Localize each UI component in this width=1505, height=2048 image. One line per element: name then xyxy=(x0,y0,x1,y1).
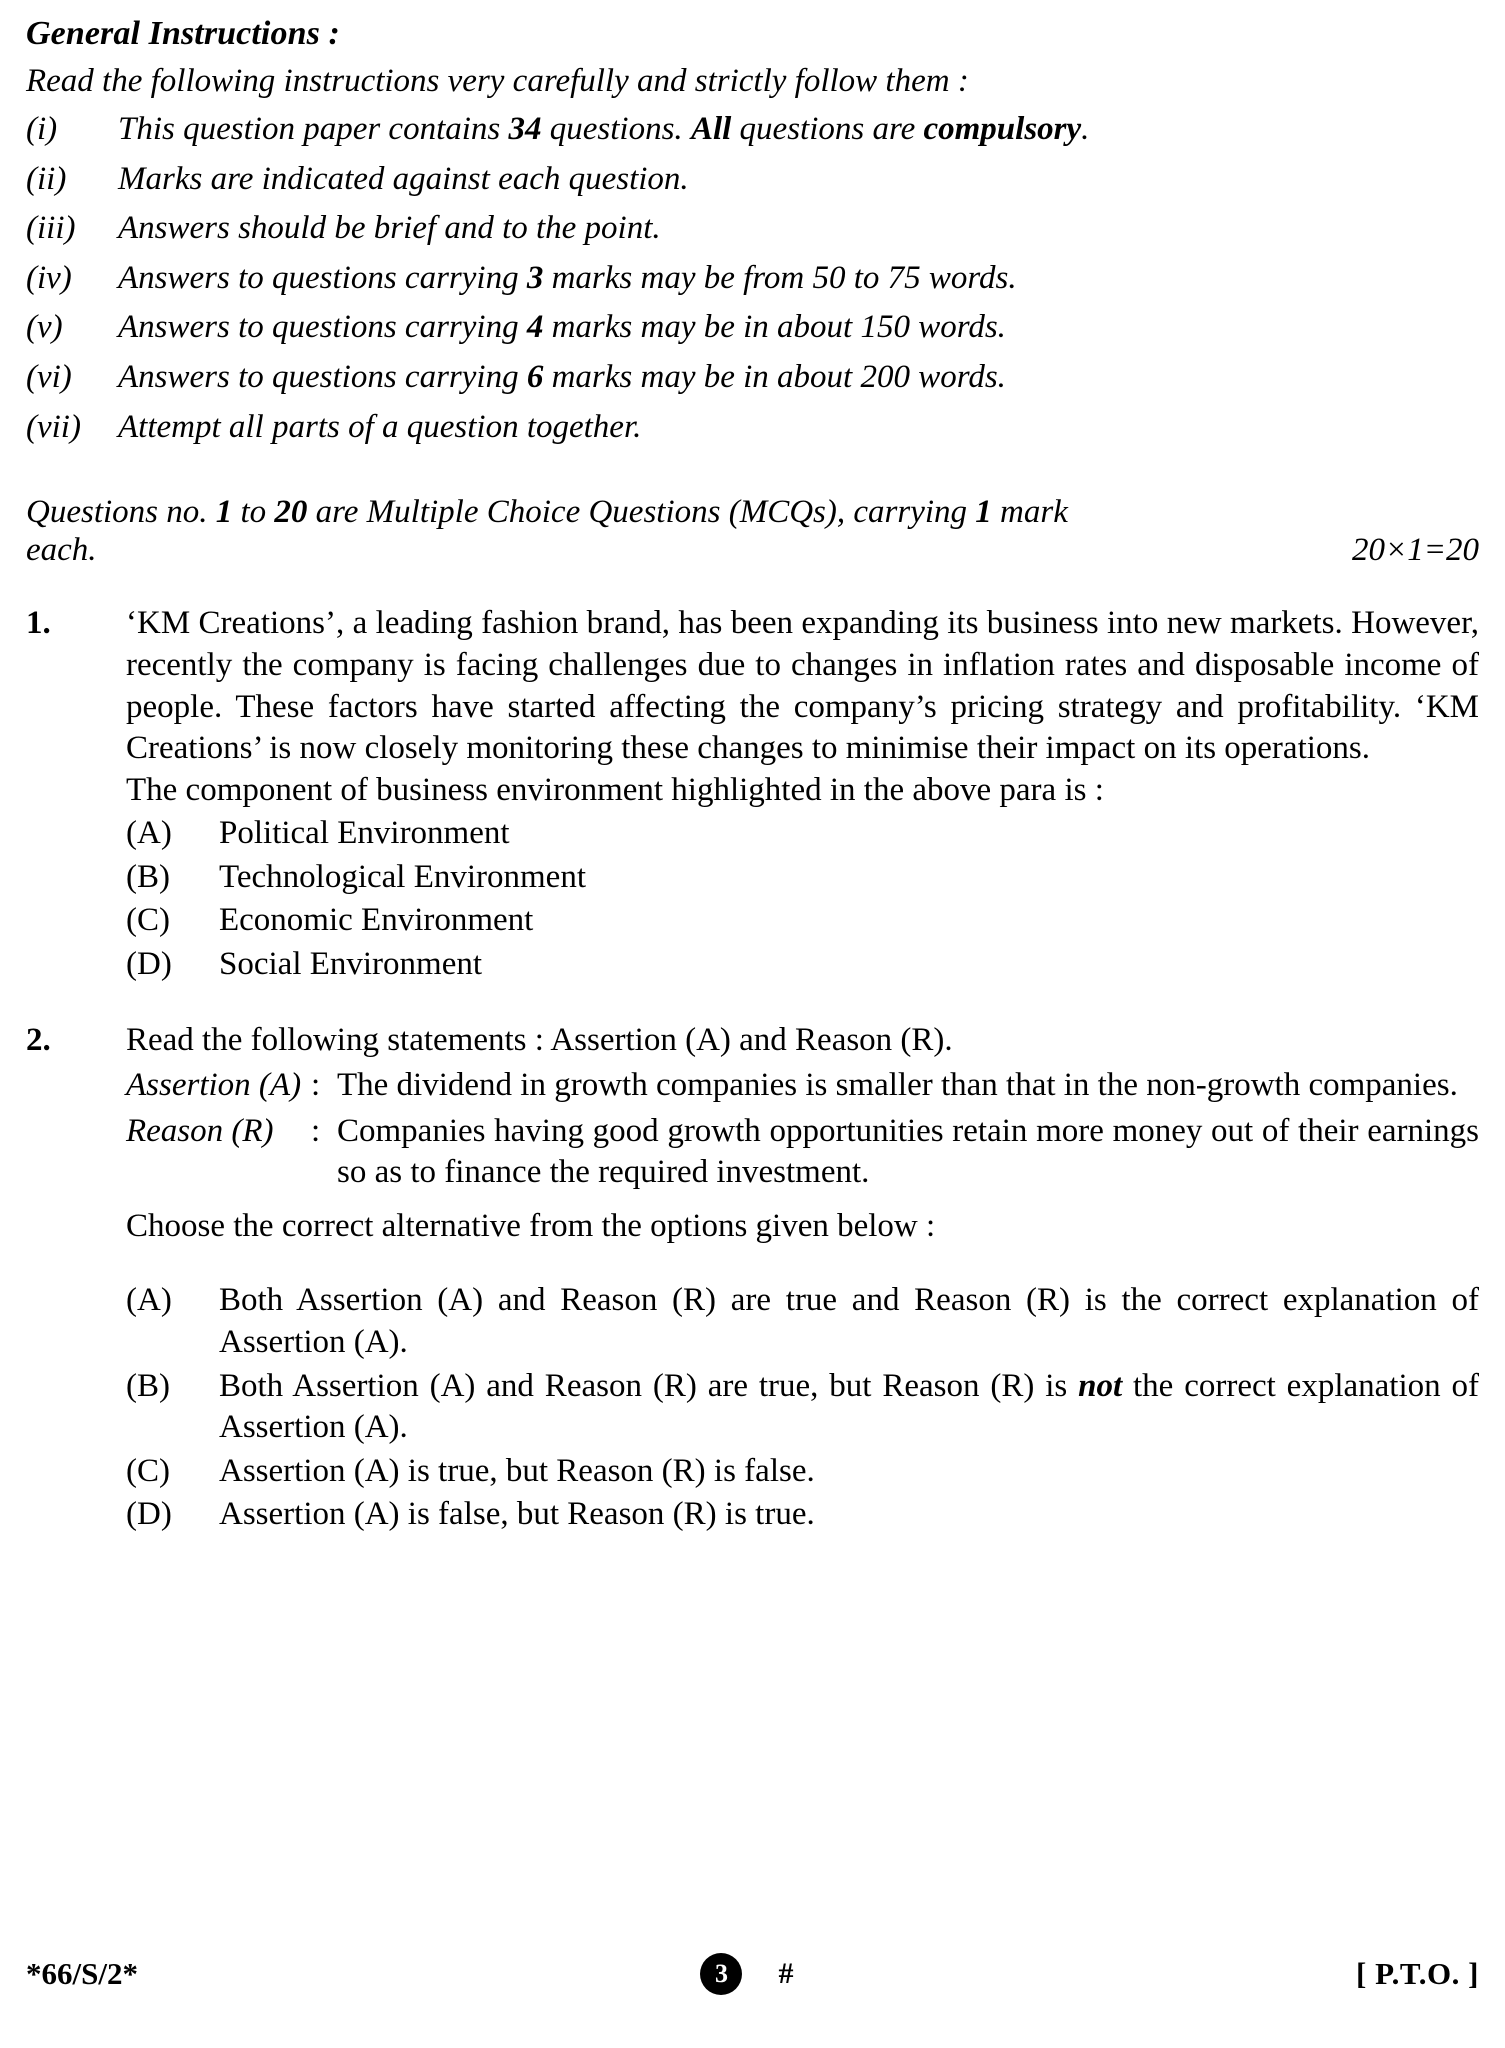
option-b[interactable] xyxy=(126,1366,1479,1449)
general-instructions-heading: General Instructions : xyxy=(26,15,340,52)
choose-alternative-instruction: Choose the correct alternative from the options given below : xyxy=(126,1207,936,1244)
instruction-text: This question paper contains 34 questions. All questions are compulsory. xyxy=(118,111,1090,148)
instruction-number: (i) xyxy=(26,111,58,148)
option-key: (A) xyxy=(126,1282,172,1319)
instruction-item xyxy=(26,159,1505,201)
option-d[interactable] xyxy=(126,944,1479,986)
instruction-list xyxy=(0,109,1505,448)
option-label: Both Assertion (A) and Reason (R) are true, but Reason (R) is not the correct explanation of Assertion (A). xyxy=(219,1367,1479,1446)
option-key: (B) xyxy=(126,858,170,895)
instruction-text: Attempt all parts of a question together. xyxy=(118,408,642,445)
instruction-item xyxy=(26,208,1505,250)
question-2 xyxy=(26,1020,1479,1536)
assertion-label: Assertion (A) xyxy=(126,1067,302,1104)
question-1 xyxy=(26,603,1479,985)
option-key: (D) xyxy=(126,1496,172,1533)
option-key: (D) xyxy=(126,945,172,982)
hash-icon: # xyxy=(778,1957,794,1990)
option-key: (C) xyxy=(126,902,170,939)
instruction-text: Answers to questions carrying 4 marks may be in about 150 words. xyxy=(118,309,1006,346)
question-stem: Read the following statements : Assertion (A) and Reason (R). xyxy=(126,1021,953,1058)
reason-row xyxy=(126,1111,1479,1194)
option-label: Social Environment xyxy=(219,945,483,982)
instruction-item xyxy=(26,357,1505,399)
instruction-number: (iii) xyxy=(26,210,76,247)
option-c[interactable] xyxy=(126,1451,1479,1493)
reason-colon: : xyxy=(311,1112,321,1149)
assertion-row xyxy=(126,1065,1479,1107)
question-body xyxy=(126,603,1479,985)
option-key: (C) xyxy=(126,1452,170,1489)
pto-marker: [ P.T.O. ] xyxy=(1356,1956,1479,1991)
instruction-number: (iv) xyxy=(26,259,72,296)
instruction-number: (vi) xyxy=(26,358,72,395)
instruction-item xyxy=(26,407,1505,449)
option-label: Assertion (A) is true, but Reason (R) is false. xyxy=(219,1452,815,1489)
page-footer xyxy=(0,1946,1505,2002)
option-key: (A) xyxy=(126,815,172,852)
question-paragraph: ‘KM Creations’, a leading fashion brand, has been expanding its business into new markets. However, recently the company is facing challenges due to changes in inflation rates and disposable income of people. These factors have started affecting the company’s pricing strategy and profitability. ‘KM Creations’ is now closely monitoring these changes to minimise their impact on its operations. xyxy=(126,605,1479,767)
option-a[interactable] xyxy=(126,813,1479,855)
paper-code: *66/S/2* xyxy=(26,1956,138,1991)
option-label: Economic Environment xyxy=(219,902,534,939)
question-number: 1. xyxy=(26,605,51,642)
option-d[interactable] xyxy=(126,1494,1479,1536)
page-number-badge: 3 xyxy=(700,1953,742,1995)
general-instructions-section xyxy=(0,14,1505,448)
mcq-note-secondline xyxy=(26,532,1479,569)
option-label: Assertion (A) is false, but Reason (R) is true. xyxy=(219,1496,815,1533)
instruction-number: (vii) xyxy=(26,408,81,445)
exam-page xyxy=(0,14,1505,2048)
mcq-section-note xyxy=(26,492,1479,532)
reason-label: Reason (R) xyxy=(126,1112,274,1149)
option-label: Both Assertion (A) and Reason (R) are true and Reason (R) is the correct explanation of Assertion (A). xyxy=(219,1282,1479,1361)
instruction-number: (ii) xyxy=(26,160,67,197)
question-prompt: The component of business environment highlighted in the above para is : xyxy=(126,771,1104,808)
mcq-marks-allocation: 20×1=20 xyxy=(1351,532,1479,569)
footer-center-group xyxy=(138,1953,1356,1995)
instruction-text: Answers should be brief and to the point. xyxy=(118,210,661,247)
option-label: Political Environment xyxy=(219,815,510,852)
option-list xyxy=(126,1280,1479,1535)
instruction-text: Answers to questions carrying 6 marks may be in about 200 words. xyxy=(118,358,1006,395)
question-number: 2. xyxy=(26,1021,51,1058)
option-label: Technological Environment xyxy=(219,858,586,895)
instruction-item xyxy=(26,109,1505,151)
option-key: (B) xyxy=(126,1367,170,1404)
assertion-text: The dividend in growth companies is smaller than that in the non-growth companies. xyxy=(337,1067,1458,1104)
mcq-note-line: Questions no. 1 to 20 are Multiple Choice Questions (MCQs), carrying 1 mark xyxy=(26,494,1068,531)
option-list xyxy=(126,813,1479,985)
option-c[interactable] xyxy=(126,900,1479,942)
option-a[interactable] xyxy=(126,1280,1479,1363)
instruction-item xyxy=(26,258,1505,300)
general-instructions-lead: Read the following instructions very carefully and strictly follow them : xyxy=(26,63,969,100)
instruction-item xyxy=(26,307,1505,349)
assertion-colon: : xyxy=(311,1067,321,1104)
reason-text: Companies having good growth opportunities retain more money out of their earnings so as to finance the required investment. xyxy=(337,1112,1479,1191)
option-b[interactable] xyxy=(126,857,1479,899)
instruction-text: Marks are indicated against each question. xyxy=(118,160,689,197)
mcq-note-each: each. xyxy=(26,532,97,569)
instruction-number: (v) xyxy=(26,309,63,346)
instruction-text: Answers to questions carrying 3 marks may be from 50 to 75 words. xyxy=(118,259,1017,296)
question-body xyxy=(126,1020,1479,1536)
